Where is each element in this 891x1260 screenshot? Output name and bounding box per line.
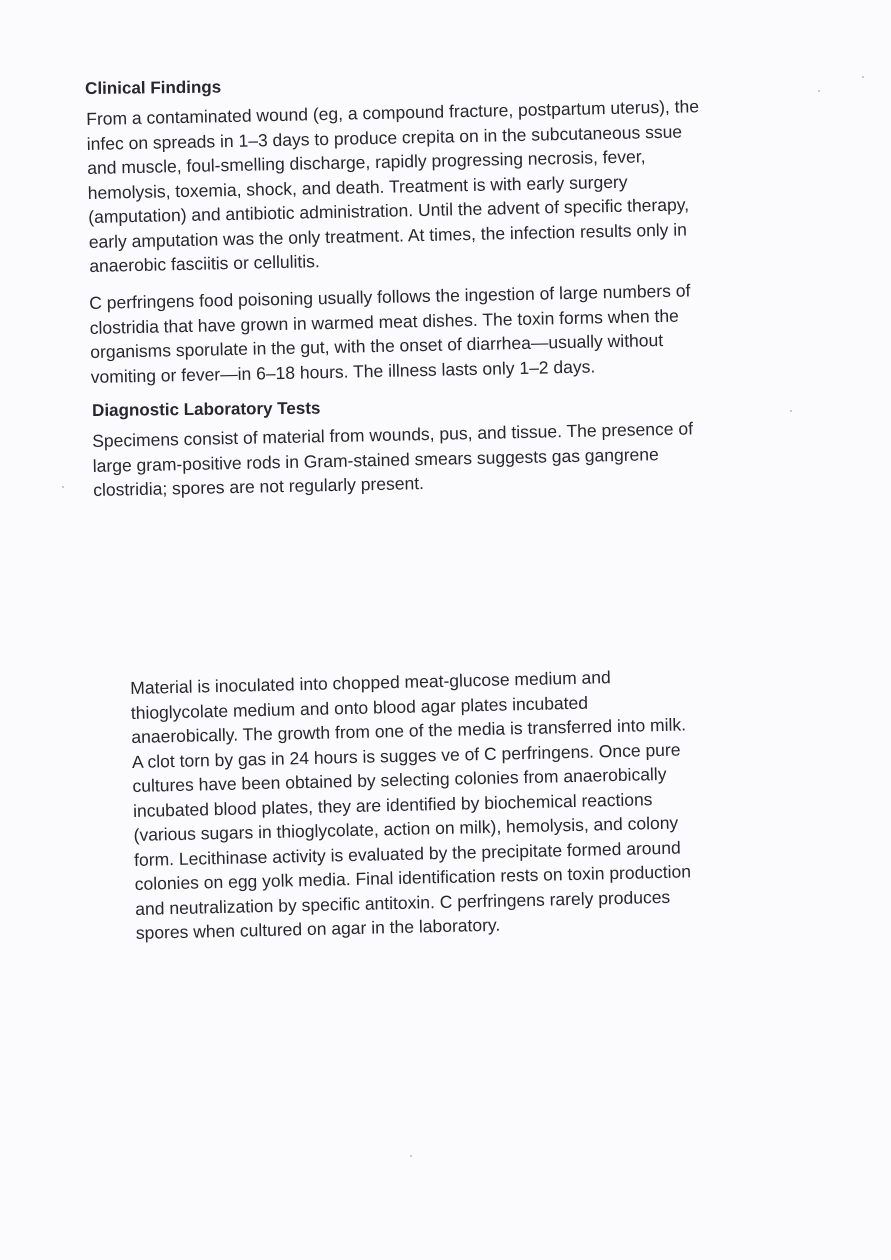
text-line: clostridia that have grown in warmed meat dishes. The toxin forms when the bbox=[89, 305, 679, 338]
text-line: incubated blood plates, they are identified by biochemical reactions bbox=[132, 788, 653, 821]
paragraph-specimens bbox=[92, 416, 694, 502]
scan-speck bbox=[862, 76, 864, 78]
text-line: form. Lecithinase activity is evaluated by the precipitate formed around bbox=[133, 837, 681, 870]
section-heading-clinical-findings: Clinical Findings bbox=[85, 77, 222, 98]
text-line: thioglycolate medium and onto blood agar plates incubated bbox=[130, 692, 589, 723]
text-line: (amputation) and antibiotic administration. Until the advent of specific therapy, bbox=[88, 194, 690, 227]
text-line: and neutralization by specific antitoxin. C perfringens rarely produces bbox=[135, 886, 671, 919]
text-line: anaerobic fasciitis or cellulitis. bbox=[89, 251, 321, 276]
text-line: Material is inoculated into chopped meat-glucose medium and bbox=[130, 667, 611, 698]
text-line: spores when cultured on agar in the laboratory. bbox=[135, 914, 501, 943]
text-line: vomiting or fever—in 6–18 hours. The illness lasts only 1–2 days. bbox=[90, 355, 596, 387]
text-line: clostridia; spores are not regularly present. bbox=[93, 473, 425, 500]
scan-speck bbox=[410, 1155, 412, 1157]
paragraph-wound-infection bbox=[86, 94, 702, 278]
paragraph-culture bbox=[130, 663, 692, 945]
text-line: From a contaminated wound (eg, a compound fracture, postpartum uterus), the bbox=[86, 96, 700, 129]
text-line: (various sugars in thioglycolate, action on milk), hemolysis, and colony bbox=[133, 812, 679, 845]
text-line: and muscle, foul-smelling discharge, rapidly progressing necrosis, fever, bbox=[87, 146, 646, 178]
text-line: organisms sporulate in the gut, with the onset of diarrhea—usually without bbox=[90, 329, 664, 362]
text-line: hemolysis, toxemia, shock, and death. Treatment is with early surgery bbox=[87, 171, 628, 203]
text-line: infec on spreads in 1–3 days to produce crepita on in the subcutaneous ssue bbox=[86, 121, 683, 154]
text-line: colonies on egg yolk media. Final identification rests on toxin production bbox=[134, 861, 692, 894]
paragraph-food-poisoning bbox=[89, 278, 692, 389]
text-line: cultures have been obtained by selecting colonies from anaerobically bbox=[132, 763, 667, 796]
scan-speck bbox=[818, 90, 820, 92]
scan-speck bbox=[62, 486, 64, 488]
text-line: Specimens consist of material from wounds, pus, and tissue. The presence of bbox=[92, 418, 694, 451]
scan-speck bbox=[790, 410, 792, 412]
text-line: early amputation was the only treatment. At times, the infection results only in bbox=[88, 218, 688, 252]
section-heading-diagnostic-laboratory-tests: Diagnostic Laboratory Tests bbox=[92, 398, 321, 420]
text-line: anaerobically. The growth from one of the media is transferred into milk. bbox=[131, 714, 687, 747]
text-line: C perfringens food poisoning usually follows the ingestion of large numbers of bbox=[89, 280, 691, 313]
text-line: A clot torn by gas in 24 hours is sugges ve of C perfringens. Once pure bbox=[131, 739, 681, 772]
text-line: large gram-positive rods in Gram-stained smears suggests gas gangrene bbox=[92, 443, 659, 476]
